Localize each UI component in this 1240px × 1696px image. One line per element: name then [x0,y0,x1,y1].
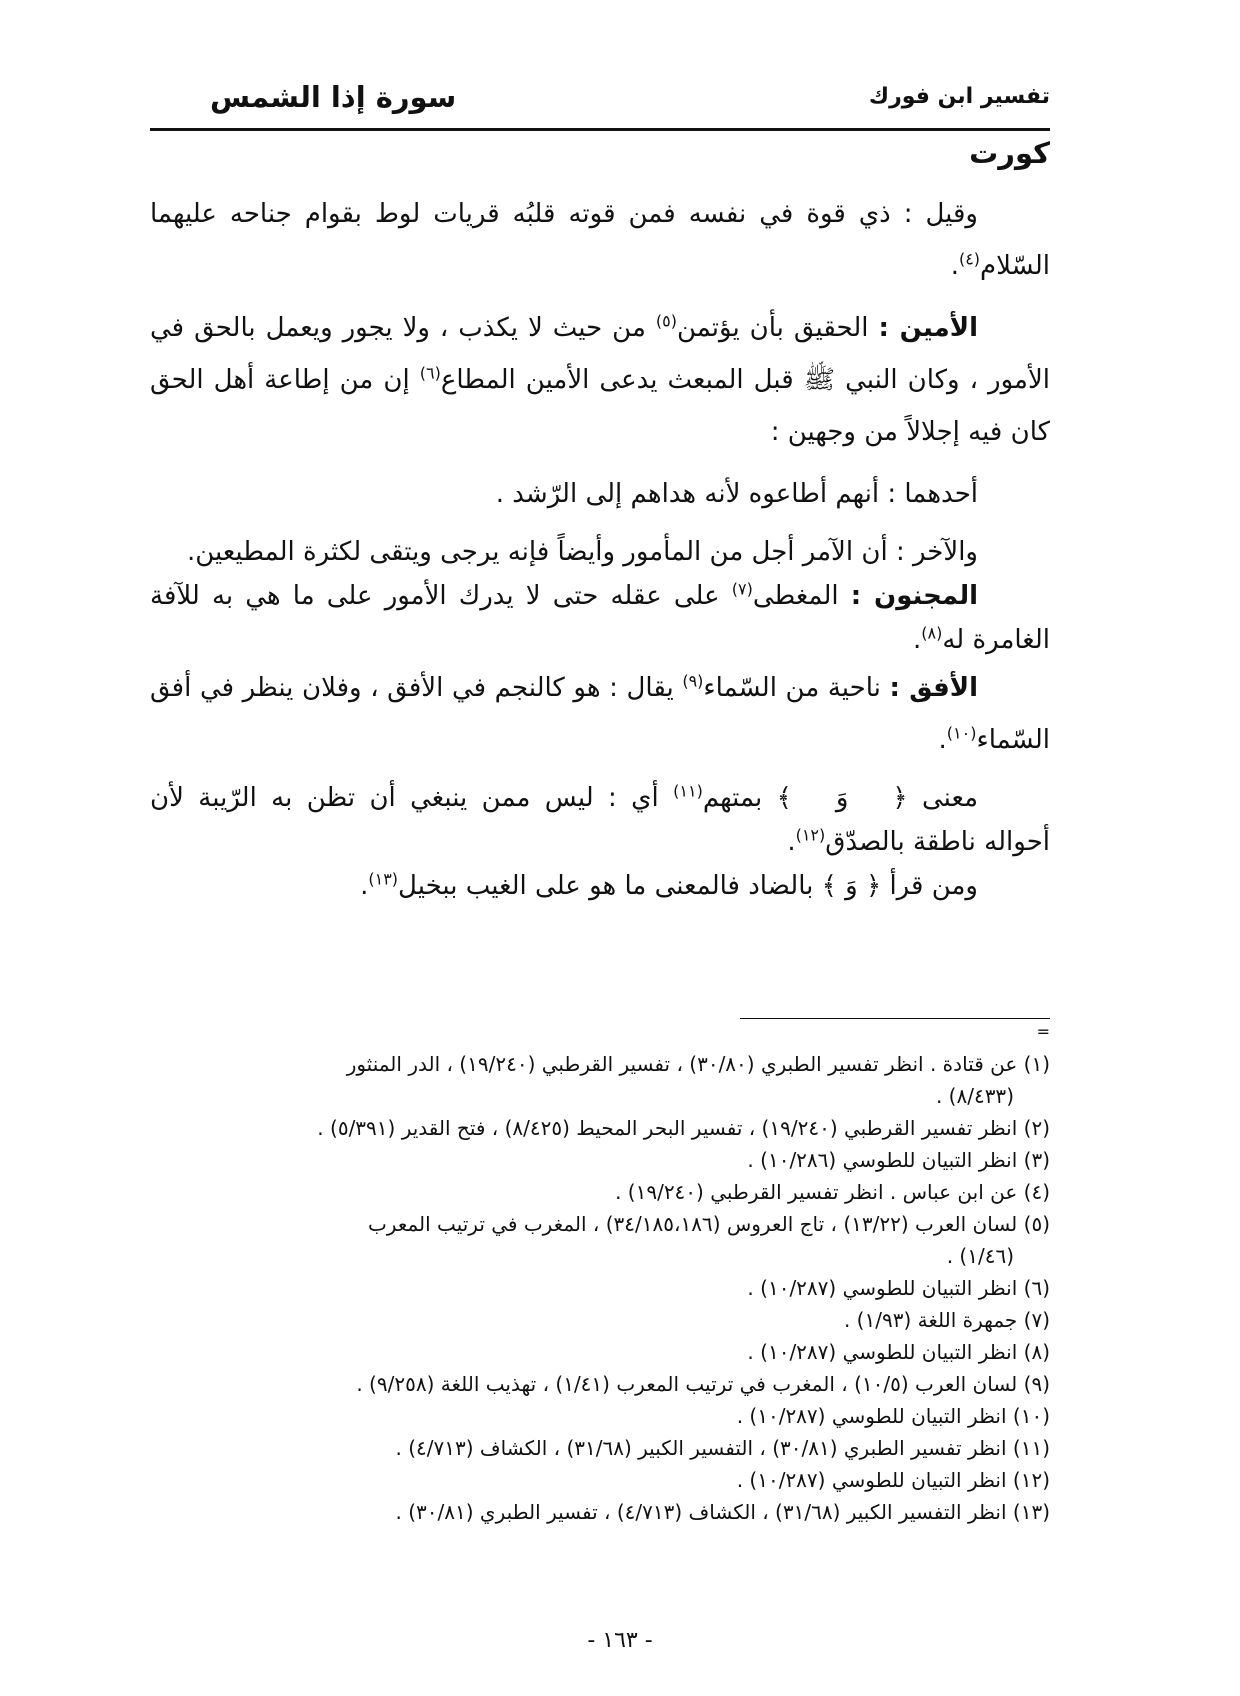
footnote-12: (١٢) انظر التبيان للطوسي (١٠/٢٨٧) . [736,1468,1050,1492]
main-text [150,188,1050,908]
footnote-ref-13[interactable]: (١٣) [368,869,399,889]
footnote-11: (١١) انظر تفسير الطبري (٣٠/٨١) ، التفسير الكبير (٣١/٦٨) ، الكشاف (٤/٧١٣) . [395,1436,1050,1460]
quran-bracket-close: ﴾ [776,783,792,813]
term-al-amin: الأمين : [878,313,978,343]
quran-bracket-open: ﴿ [865,871,882,901]
footnote-ref-7[interactable]: (٧) [731,579,753,599]
footnote-ref-10[interactable]: (١٠) [946,723,977,743]
footnote-3: (٣) انظر التبيان للطوسي (١٠/٢٨٦) . [747,1148,1050,1172]
footnote-ref-4[interactable]: (٤) [958,249,981,269]
term-al-majnun: المجنون : [850,581,979,611]
footnote-2: (٢) انظر تفسير القرطبي (١٩/٢٤٠) ، تفسير البحر المحيط (٨/٤٢٥) ، فتح القدير (٥/٣٩١) . [317,1116,1050,1140]
paragraph-al-ufuq: الأفق : ناحية من السّماء$^{(٩)}$ يقال : هو كالنجم في الأفق ، وفلان ينظر في أفق السّماء$^{(١٠)}$. [150,671,1050,755]
paragraph-second-reason: والآخر : أن الآمر أجل من المأمور وأيضاً فإنه يرجى ويتقى لكثرة المطيعين. [186,537,978,567]
quran-fragment: وَ [835,783,849,813]
surah-title: سورة إذا الشمس [210,80,457,114]
quran-bracket-open: ﴿ [892,783,908,813]
footnote-5: (٥) لسان العرب (١٣/٢٢) ، تاج العروس (٣٤/١٨٥،١٨٦) ، المغرب في ترتيب المعرب (١/٤٦) . [367,1212,1050,1268]
paragraph-al-amin: الأمين : الحقيق بأن يؤتمن$^{(٥)}$ من حيث لا يكذب ، ولا يجور ويعمل بالحق في الأمور ، وكان النبي ﷺ قبل المبعث يدعى الأمين المطاع$^{(٦)}$ إن من إطاعة أهل الحق كان فيه إجلالاً من وجهين : [150,311,1050,447]
header-divider [150,128,1050,131]
paragraph-first-reason: أحدهما : أنهم أطاعوه لأنه هداهم إلى الرّشد . [495,479,978,509]
footnote-ref-8[interactable]: (٨) [921,623,943,643]
footnote-10: (١٠) انظر التبيان للطوسي (١٠/٢٨٧) . [736,1404,1050,1428]
footnote-continuation-mark: = [1036,1022,1050,1041]
footnotes [150,1048,1050,1528]
footnote-13: (١٣) انظر التفسير الكبير (٣١/٦٨) ، الكشاف (٤/٧١٣) ، تفسير الطبري (٣٠/٨١) . [395,1500,1050,1524]
footnote-4: (٤) عن ابن عباس . انظر تفسير القرطبي (١٩/٢٤٠) . [615,1180,1050,1204]
footnote-ref-12[interactable]: (١٢) [795,825,826,845]
footnote-1: (١) عن قتادة . انظر تفسير الطبري (٣٠/٨٠) ، تفسير القرطبي (١٩/٢٤٠) ، الدر المنثور (٨/٤٣٣) . [346,1052,1050,1108]
footnote-ref-6[interactable]: (٦) [419,363,441,383]
footnote-8: (٨) انظر التبيان للطوسي (١٠/٢٨٧) . [747,1340,1050,1364]
footnote-ref-9[interactable]: (٩) [682,671,704,691]
footnote-ref-11[interactable]: (١١) [673,781,703,801]
surah-title-continuation: كورت [969,136,1050,170]
footnote-6: (٦) انظر التبيان للطوسي (١٠/٢٨٧) . [747,1276,1050,1300]
running-header [150,80,1050,124]
footnote-7: (٧) جمهرة اللغة (١/٩٣) . [843,1308,1050,1332]
quran-bracket-close: ﴾ [821,871,837,901]
page-number: - ١٦٣ - [587,1628,653,1653]
footnote-ref-5[interactable]: (٥) [655,311,677,331]
footnote-9: (٩) لسان العرب (١٠/٥) ، المغرب في ترتيب المعرب (١/٤١) ، تهذيب اللغة (٩/٢٥٨) . [356,1372,1050,1396]
term-al-ufuq: الأفق : [889,673,979,703]
paragraph-reading: ومن قرأ ﴿ وَ ﴾ بالضاد فالمعنى ما هو على الغيب ببخيل$^{(١٣)}$. [360,869,978,901]
paragraph-al-majnun: المجنون : المغطى$^{(٧)}$ على عقله حتى لا يدرك الأمور على ما هي به للآفة الغامرة له$^{(٨)}$. [150,579,1050,655]
paragraph-meaning: معنى ﴿وَ﴾ بمتهم$^{(١١)}$ أي : ليس ممن ينبغي أن تظن به الرّيبة لأن أحواله ناطقة بالصدّق$^{(١٢)}$. [150,781,1050,857]
book-title: تفسير ابن فورك [868,84,1050,109]
footnote-divider [740,1018,1050,1019]
quran-fragment: وَ [845,871,858,901]
paragraph-1: وقيل : ذي قوة في نفسه فمن قوته قلبُه قريات لوط بقوام جناحه عليهما السّلام$^{(٤)}$. [150,199,1050,281]
